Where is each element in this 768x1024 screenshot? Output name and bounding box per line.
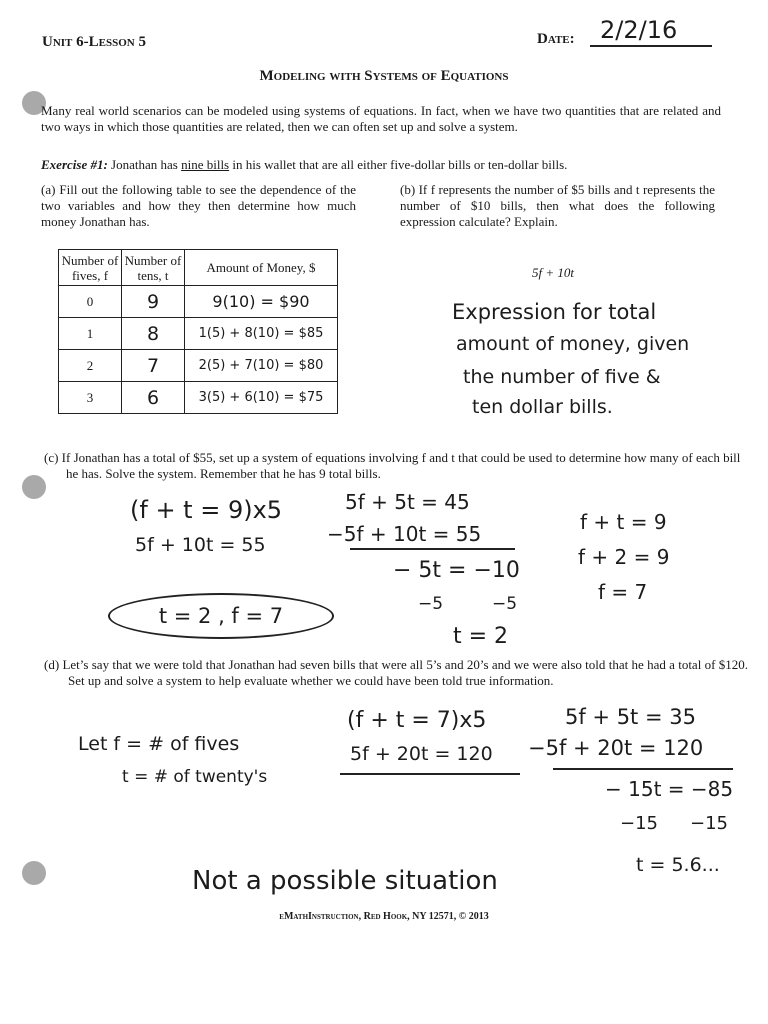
- punch-hole-bottom: [22, 861, 46, 885]
- part-b-answer-4: ten dollar bills.: [472, 396, 613, 418]
- table-header-money: Amount of Money, $: [185, 250, 338, 286]
- table-cell-fives: 2: [59, 350, 122, 382]
- table-cell-money: 2(5) + 7(10) = $80: [185, 350, 338, 382]
- money-table: [58, 249, 338, 414]
- part-c-elim1: 5f + 5t = 45: [345, 490, 470, 514]
- part-c-answer-circled: t = 2 , f = 7: [108, 593, 334, 639]
- table-header-fives: Number of fives, f: [59, 250, 122, 286]
- table-row: [59, 286, 338, 318]
- part-c-div-left: −5: [418, 594, 444, 614]
- table-cell-money: 3(5) + 6(10) = $75: [185, 382, 338, 414]
- part-c-text: (c) If Jonathan has a total of $55, set up a system of equations involving f and t that could be used to determine how many of each bill he has. Solve the system. Remember that he has 9 total bills.: [44, 450, 741, 481]
- table-row: [59, 382, 338, 414]
- part-c-div-right: −5: [492, 594, 518, 614]
- date-label: Date:: [537, 31, 575, 47]
- table-cell-tens: 7: [122, 350, 185, 382]
- table-row: [59, 318, 338, 350]
- part-d-div-right: −15: [690, 813, 728, 834]
- exercise-text-2: in his wallet that are all either five-dollar bills or ten-dollar bills.: [229, 157, 568, 172]
- part-d-elim2: −5f + 20t = 120: [528, 736, 704, 760]
- part-b-text: (b) If f represents the number of $5 bills and t represents the number of $10 bills, then what does the following expression calculate? Explain.: [400, 182, 715, 229]
- table-cell-money: 1(5) + 8(10) = $85: [185, 318, 338, 350]
- part-c-sub3: f = 7: [598, 580, 648, 604]
- part-d-text: (d) Let’s say that we were told that Jonathan had seven bills that were all 5’s and 20’s and we were also told that he had a total of $120. Set up and solve a system to help evaluate whether we could have been told true information.: [44, 657, 748, 688]
- exercise-underlined: nine bills: [181, 157, 230, 172]
- part-d-eq1: (f + t = 7)x5: [347, 708, 487, 733]
- part-d-t-result: t = 5.6...: [636, 854, 720, 876]
- part-d-div-left: −15: [620, 813, 658, 834]
- part-d-elim1: 5f + 5t = 35: [565, 705, 696, 729]
- part-b-answer-1: Expression for total: [452, 300, 657, 324]
- part-d-let1: Let f = # of fives: [78, 733, 240, 755]
- table-row: [59, 350, 338, 382]
- table-cell-money: 9(10) = $90: [185, 286, 338, 318]
- page-footer: eMathInstruction, Red Hook, NY 12571, © 2013: [279, 911, 489, 922]
- date-underline: [590, 45, 712, 47]
- part-c-sum-line: [350, 548, 515, 550]
- exercise-prompt: [41, 157, 731, 173]
- part-c-sub1: f + t = 9: [580, 510, 667, 534]
- exercise-label: Exercise #1:: [41, 157, 108, 172]
- part-c-elim3: − 5t = −10: [393, 558, 520, 583]
- part-b-answer-3: the number of five &: [463, 366, 661, 388]
- part-d-line-left: [340, 773, 520, 775]
- intro-paragraph: Many real world scenarios can be modeled using systems of equations. In fact, when we have two quantities that are related and two ways in which those quantities are related, then we can often set up and solve a system.: [41, 103, 721, 134]
- part-c-eq2: 5f + 10t = 55: [135, 534, 266, 556]
- punch-hole-middle: [22, 475, 46, 499]
- part-c-eq1: (f + t = 9)x5: [130, 496, 283, 524]
- part-c-t-result: t = 2: [453, 624, 509, 649]
- table-cell-fives: 3: [59, 382, 122, 414]
- unit-label: Unit 6-Lesson 5: [42, 34, 146, 50]
- table-cell-tens: 8: [122, 318, 185, 350]
- table-cell-fives: 0: [59, 286, 122, 318]
- part-c-elim2: −5f + 10t = 55: [327, 522, 482, 546]
- part-d-let2: t = # of twenty's: [122, 767, 268, 787]
- part-b-expression: 5f + 10t: [532, 265, 574, 280]
- exercise-text-1: Jonathan has: [107, 157, 182, 172]
- part-c-sub2: f + 2 = 9: [578, 545, 670, 569]
- part-b-answer-2: amount of money, given: [456, 333, 690, 355]
- part-d-eq2: 5f + 20t = 120: [350, 743, 493, 765]
- page-title: Modeling with Systems of Equations: [259, 68, 509, 84]
- part-a-text: (a) Fill out the following table to see the dependence of the two variables and how they then determine how much money Jonathan has.: [41, 182, 356, 229]
- part-d-sum-line: [553, 768, 733, 770]
- part-d-conclusion: Not a possible situation: [192, 866, 498, 896]
- part-d-elim3: − 15t = −85: [605, 777, 734, 801]
- date-value: 2/2/16: [600, 16, 678, 44]
- table-cell-tens: 6: [122, 382, 185, 414]
- table-cell-tens: 9: [122, 286, 185, 318]
- table-header-tens: Number of tens, t: [122, 250, 185, 286]
- table-cell-fives: 1: [59, 318, 122, 350]
